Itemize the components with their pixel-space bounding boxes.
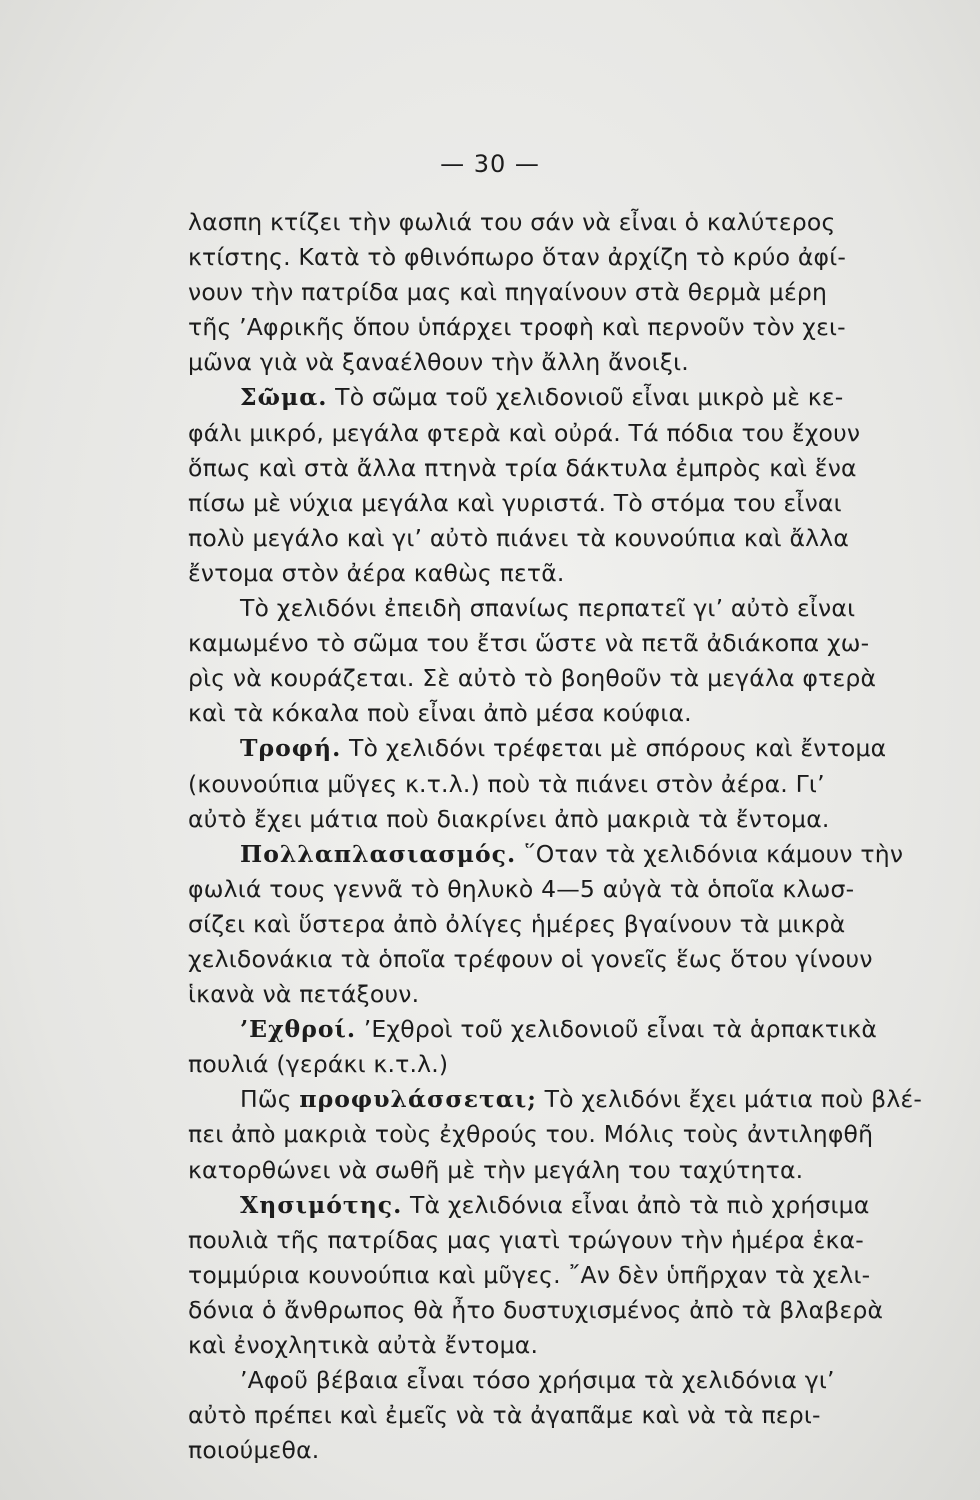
text-line xyxy=(188,802,940,837)
line-text: Τὰ χελιδόνια εἶναι ἀπὸ τὰ πιὸ χρήσιμα xyxy=(402,1190,870,1219)
text-line xyxy=(188,977,940,1012)
line-text: αὐτὸ πρέπει καὶ ἐμεῖς νὰ τὰ ἀγαπᾶμε καὶ νὰ τὰ περι- xyxy=(188,1401,821,1430)
line-text: πολὺ μεγάλο καὶ γι’ αὐτὸ πιάνει τὰ κουνούπια καὶ ἄλλα xyxy=(188,523,850,552)
text-line xyxy=(188,626,940,661)
text-line xyxy=(188,310,940,345)
line-text: (κουνούπια μῦγες κ.τ.λ.) ποὺ τὰ πιάνει στὸν ἀέρα. Γι’ xyxy=(188,769,825,798)
line-text: κατορθώνει νὰ σωθῆ μὲ τὴν μεγάλη του ταχύτητα. xyxy=(188,1155,804,1184)
text-line xyxy=(188,872,940,907)
section-heading: Σῶμα. xyxy=(240,383,328,412)
line-text: ἔντομα στὸν ἀέρα καθὼς πετᾶ. xyxy=(188,558,565,587)
text-line xyxy=(188,1328,940,1363)
line-text: πουλιὰ τῆς πατρίδας μας γιατὶ τρώγουν τὴν ἡμέρα ἑκα- xyxy=(188,1225,864,1254)
line-text: αὐτὸ ἔχει μάτια ποὺ διακρίνει ἀπὸ μακριὰ τὰ ἔντομα. xyxy=(188,804,830,833)
line-text: ὅπως καὶ στὰ ἄλλα πτηνὰ τρία δάκτυλα ἐμπρὸς καὶ ἕνα xyxy=(188,453,857,482)
page-body-text xyxy=(188,205,940,1468)
line-text: καὶ ἐνοχλητικὰ αὐτὰ ἔντομα. xyxy=(188,1331,539,1359)
section-heading: ’Εχθροί. xyxy=(240,1015,357,1044)
heading-prefix: Πῶς xyxy=(240,1085,300,1114)
line-text: σίζει καὶ ὕστερα ἀπὸ ὀλίγες ἡμέρες βγαίνουν τὰ μικρὰ xyxy=(188,909,846,938)
text-line xyxy=(188,521,940,556)
text-line xyxy=(188,240,940,275)
line-text: δόνια ὁ ἄνθρωπος θὰ ἦτο δυστυχισμένος ἀπὸ τὰ βλαβερὰ xyxy=(188,1295,884,1324)
page-number: — 30 — xyxy=(440,150,540,178)
text-line xyxy=(188,1047,940,1082)
text-line xyxy=(188,767,940,802)
section-heading: Πολλαπλασιασμός. xyxy=(240,839,517,868)
text-line xyxy=(188,1153,940,1188)
text-line xyxy=(188,1012,940,1047)
text-line xyxy=(188,1293,940,1328)
text-line xyxy=(188,416,940,451)
text-line xyxy=(188,696,940,731)
text-line xyxy=(188,942,940,977)
text-line xyxy=(188,205,940,240)
line-text: Τὸ χελιδόνι τρέφεται μὲ σπόρους καὶ ἔντομα xyxy=(341,734,887,763)
line-text: νουν τὴν πατρίδα μας καὶ πηγαίνουν στὰ θερμὰ μέρη xyxy=(188,278,828,307)
line-text: καὶ τὰ κόκαλα ποὺ εἶναι ἀπὸ μέσα κούφια. xyxy=(188,699,692,728)
text-line xyxy=(188,661,940,696)
line-text: Τὸ σῶμα τοῦ χελιδονιοῦ εἶναι μικρὸ μὲ κε- xyxy=(327,383,844,412)
line-text: καμωμένο τὸ σῶμα του ἔτσι ὥστε νὰ πετᾶ ἀδιάκοπα χω- xyxy=(188,629,870,658)
text-line xyxy=(188,1258,940,1293)
text-line xyxy=(188,345,940,380)
text-line xyxy=(188,556,940,591)
text-line xyxy=(188,1433,940,1468)
section-heading: προφυλάσσεται; xyxy=(299,1085,537,1114)
line-text: ῞Οταν τὰ χελιδόνια κάμουν τὴν xyxy=(516,839,904,868)
line-text: κτίστης. Κατὰ τὸ φθινόπωρο ὅταν ἀρχίζη τὸ κρύο ἀφί- xyxy=(188,243,847,272)
text-line xyxy=(188,1398,940,1433)
line-text: πίσω μὲ νύχια μεγάλα καὶ γυριστά. Τὸ στόμα του εἶναι xyxy=(188,488,842,517)
line-text: Τὸ χελιδόνι ἐπειδὴ σπανίως περπατεῖ γι’ αὐτὸ εἶναι xyxy=(240,594,856,623)
text-line xyxy=(188,1223,940,1258)
line-text: Τὸ χελιδόνι ἔχει μάτια ποὺ βλέ- xyxy=(536,1085,923,1114)
line-text: ποιούμεθα. xyxy=(188,1436,320,1465)
line-text: μῶνα γιὰ νὰ ξαναέλθουν τὴν ἄλλη ἄνοιξι. xyxy=(188,348,689,377)
text-line xyxy=(188,486,940,521)
line-text: λασπη κτίζει τὴν φωλιά του σάν νὰ εἶναι ὁ καλύτερος xyxy=(188,208,836,236)
text-line xyxy=(188,1082,940,1117)
text-line xyxy=(188,275,940,310)
line-text: φωλιά τους γεννᾶ τὸ θηλυκὸ 4—5 αὐγὰ τὰ ὁποῖα κλωσ- xyxy=(188,874,855,903)
line-text: ’Εχθροὶ τοῦ χελιδονιοῦ εἶναι τὰ ἁρπακτικὰ xyxy=(356,1015,878,1044)
line-text: ρὶς νὰ κουράζεται. Σὲ αὐτὸ τὸ βοηθοῦν τὰ μεγάλα φτερὰ xyxy=(188,664,877,693)
section-heading: Τροφή. xyxy=(240,734,342,763)
text-line xyxy=(188,837,940,872)
text-line xyxy=(188,591,940,626)
line-text: ’Αφοῦ βέβαια εἶναι τόσο χρήσιμα τὰ χελιδόνια γι’ xyxy=(240,1366,835,1395)
text-line xyxy=(188,1117,940,1152)
line-text: χελιδονάκια τὰ ὁποῖα τρέφουν οἱ γονεῖς ἕως ὅτου γίνουν xyxy=(188,944,873,973)
section-heading: Χησιμότης. xyxy=(240,1190,403,1219)
line-text: ἱκανὰ νὰ πετάξουν. xyxy=(188,980,420,1009)
text-line xyxy=(188,1188,940,1223)
line-text: τομμύρια κουνούπια καὶ μῦγες. ῎Αν δὲν ὑπῆρχαν τὰ χελι- xyxy=(188,1260,871,1289)
line-text: τῆς ’Αφρικῆς ὅπου ὑπάρχει τροφὴ καὶ περνοῦν τὸν χει- xyxy=(188,313,846,342)
text-line xyxy=(188,907,940,942)
line-text: φάλι μικρό, μεγάλα φτερὰ καὶ οὐρά. Τά πόδια του ἔχουν xyxy=(188,418,861,447)
text-line xyxy=(188,380,940,415)
line-text: πει ἀπὸ μακριὰ τοὺς ἐχθρούς του. Μόλις τοὺς ἀντιληφθῆ xyxy=(188,1120,874,1149)
line-text: πουλιά (γεράκι κ.τ.λ.) xyxy=(188,1050,449,1079)
text-line xyxy=(188,1363,940,1398)
text-line xyxy=(188,451,940,486)
text-line xyxy=(188,731,940,766)
